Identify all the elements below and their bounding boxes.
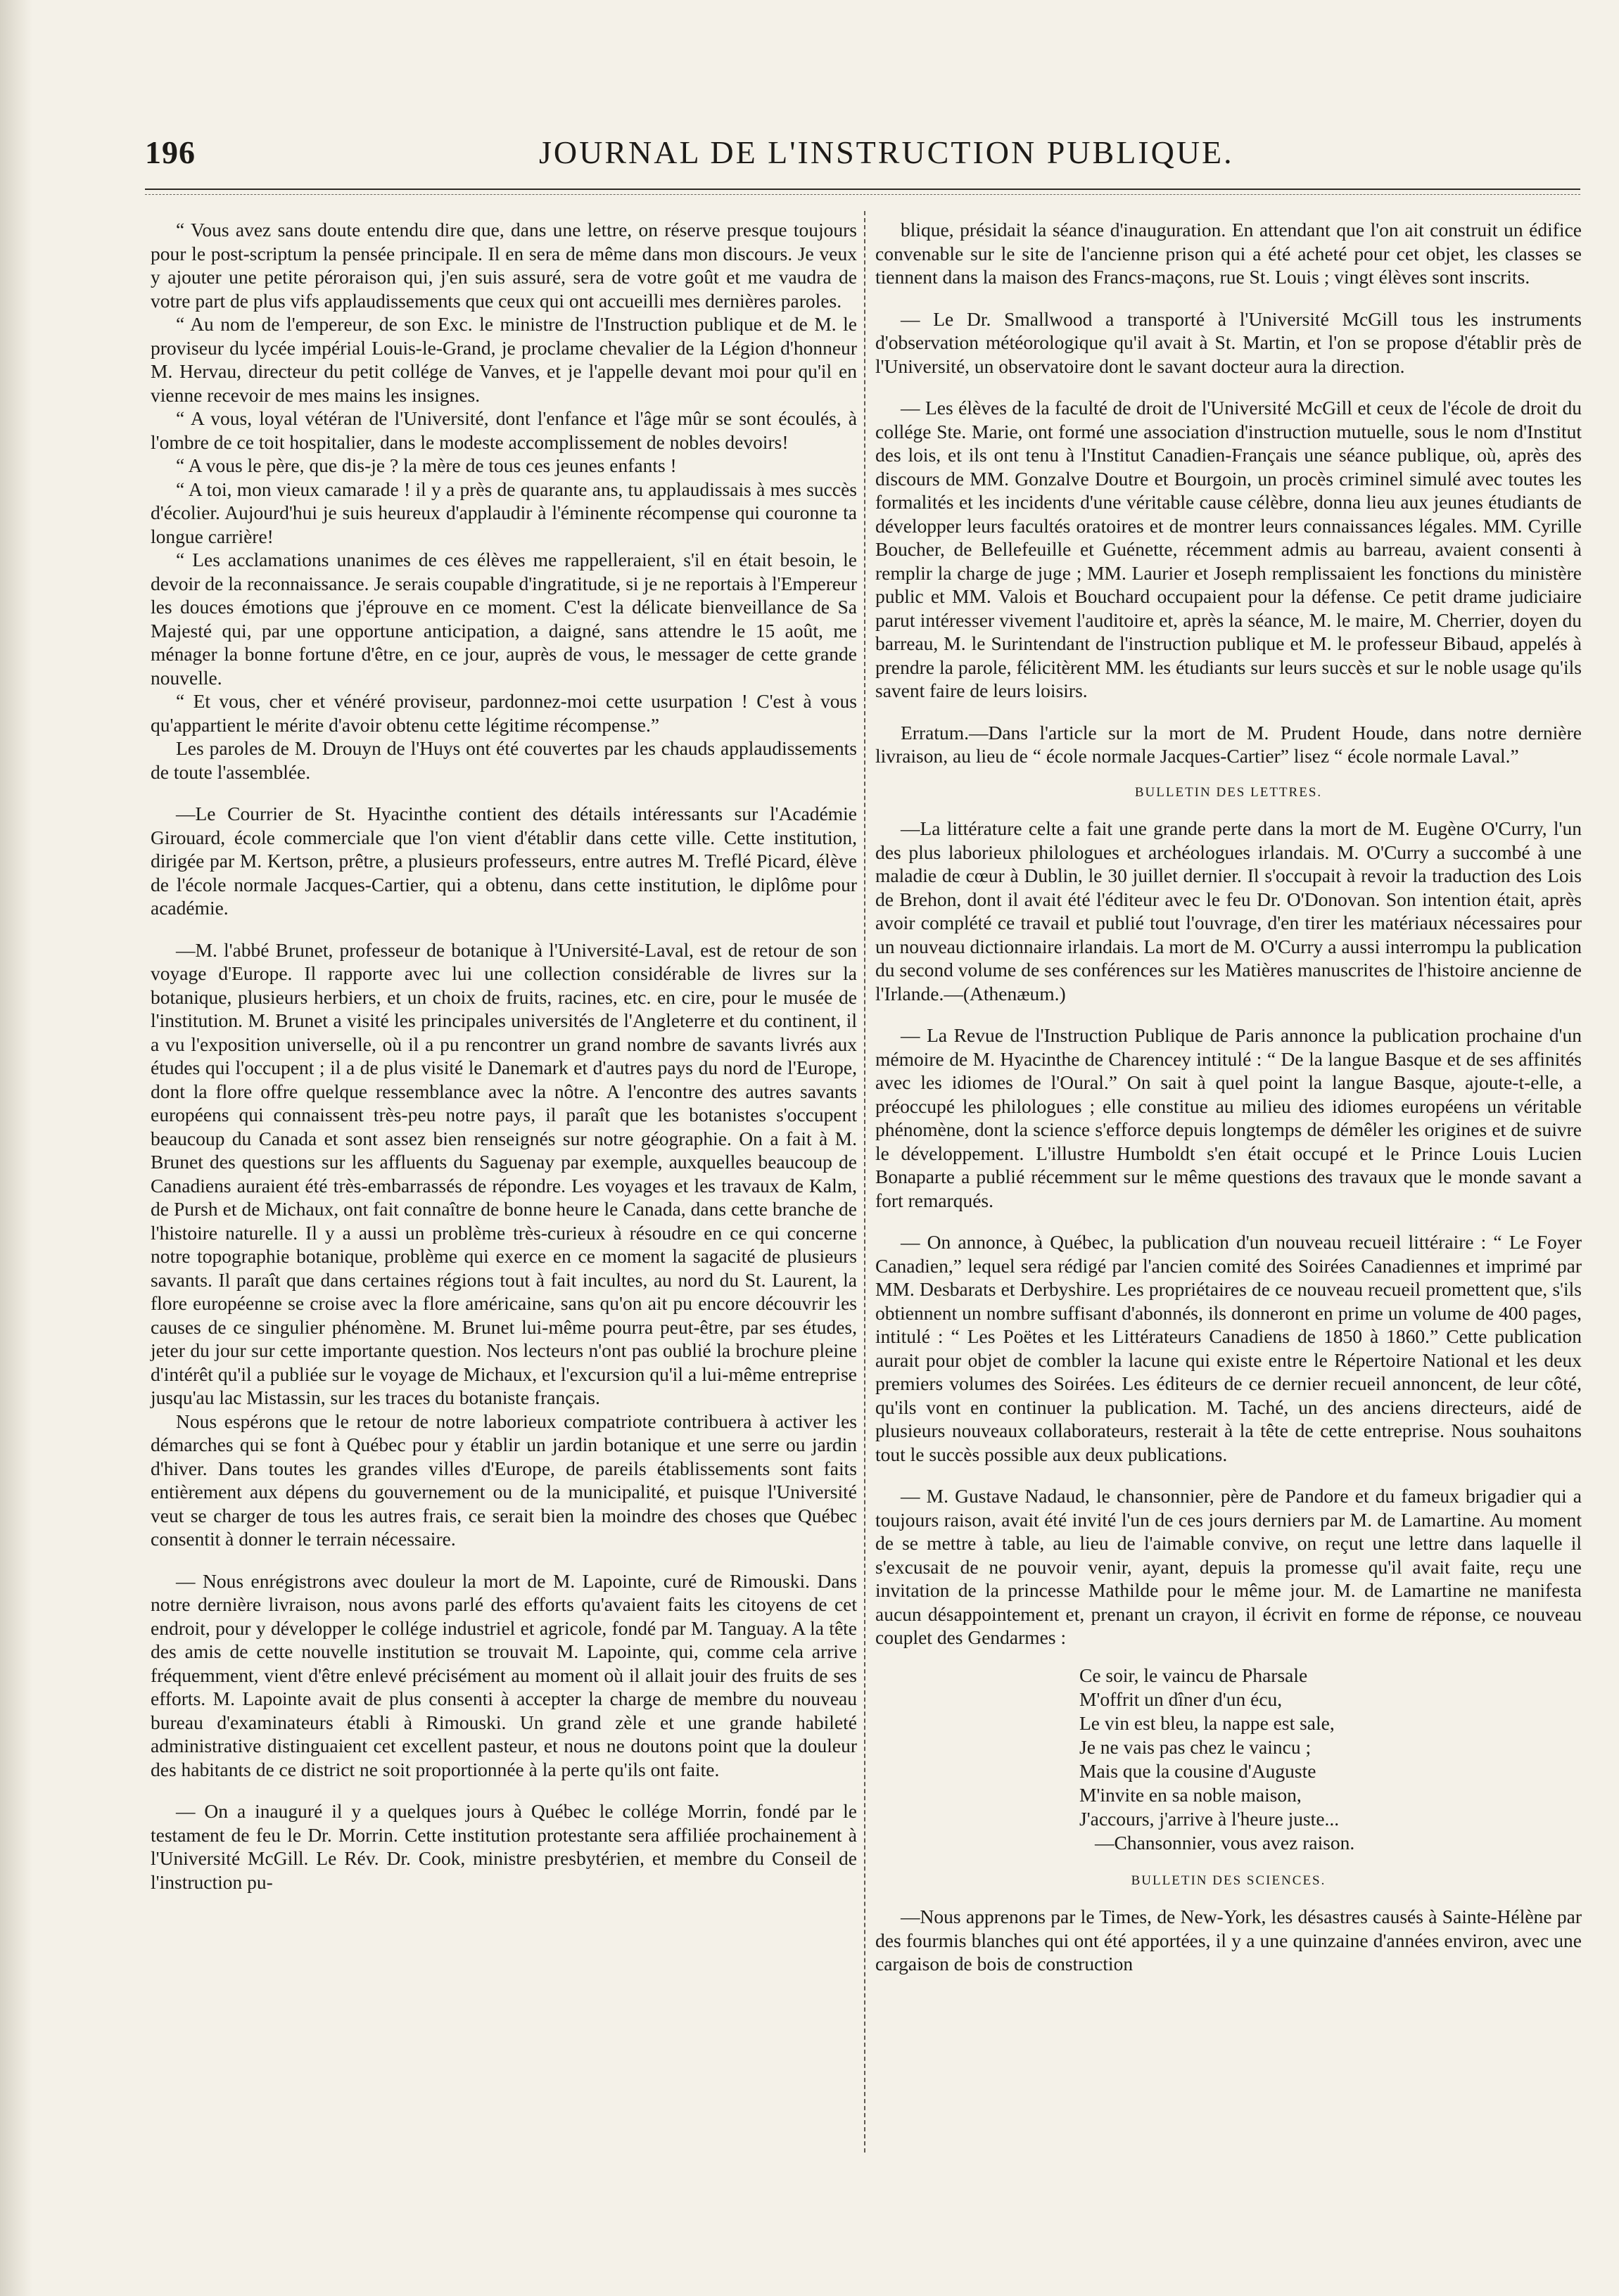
article-paragraph: “ Les acclamations unanimes de ces élèves me rappelleraient, s'il en était besoin, le devoir de la reconnaissance. Je serais coupable d'ingratitude, si je ne reportais à l'Empereur les douces émotions que j'éprouve en ce moment. C'est la délicate bienveillance de Sa Majesté qui, par une opportune anticipation, a daigné, sans attendre le 15 août, me ménager la bonne fortune d'être, en ce jour, auprès de vous, le messager de cette grande nouvelle.	[151, 549, 857, 689]
article-paragraph: “ A toi, mon vieux camarade ! il y a près de quarante ans, tu applaudissais à mes succès d'écolier. Aujourd'hui je suis heureux d'applaudir à l'éminente récompense qui couronne ta longue carrière!	[151, 478, 857, 547]
news-item: —M. l'abbé Brunet, professeur de botanique à l'Université-Laval, est de retour de son voyage d'Europe. Il rapporte avec lui une collection considérable de livres sur la botanique, plusieurs herbiers, et un choix de fruits, racines, etc. en cire, pour le musée de l'institution. M. Brunet a visité les principales universités de l'Angleterre et du continent, il a vu l'exposition universelle, où il a pu rencontrer un grand nombre de savants livrés aux études qui l'occupent ; il a de plus visité le Danemark et d'autres pays du nord de l'Europe, dont la flore offre quelque ressemblance avec la nôtre. A l'encontre des autres savants européens qui connaissent très-peu notre pays, il paraît que les botanistes s'occupent beaucoup du Canada et sont assez bien renseignés sur notre géographie. On a fait à M. Brunet des questions sur les affluents du Saguenay par exemple, auxquelles beaucoup de Canadiens auraient été très-embarrassés de répondre. Les voyages et les travaux de Kalm, de Pursh et de Michaux, ont fait connaître de bonne heure le Canada, dans cette branche de l'histoire naturelle. Il y a aussi un problème très-curieux à résoudre en ce qui concerne notre topographie botanique, problème qui exerce en ce moment la sagacité de plusieurs savants. Il paraît que dans certaines régions tout à fait incultes, au nord du St. Laurent, la flore européenne se croise avec la flore américaine, sans qu'on ait pu encore découvrir les causes de ce singulier phénomène. M. Brunet lui-même pourra peut-être, par ses études, jeter du jour sur cette importante question. Nos lecteurs n'ont pas oublié la brochure pleine d'intérêt qu'il a publiée sur le voyage de Michaux, et l'excursion qu'il a lui-même entreprise jusqu'au lac Mistassin, sur les traces du botaniste français.	[151, 938, 857, 1408]
page-header	[145, 134, 1580, 176]
left-column	[151, 218, 857, 1894]
article-paragraph: Nous espérons que le retour de notre laborieux compatriote contribuera à activer les démarches qui se font à Québec pour y établir un jardin botanique et une serre ou jardin d'hiver. Dans toutes les grandes villes d'Europe, de pareils établissements sont faits entièrement aux dépens du gouvernement ou de la municipalité, et puisque l'Université veut se charger de tous les autres frais, ce serait bien la moindre des choses que Québec consentit à donner le terrain nécessaire.	[151, 1410, 857, 1550]
article-paragraph: blique, présidait la séance d'inauguration. En attendant que l'on ait construit un édifice convenable sur le site de l'ancienne prison qui a été acheté pour cet objet, les classes se tiennent dans la maison des Francs-maçons, rue St. Louis ; vingt élèves sont inscrits.	[875, 219, 1582, 288]
news-item: —Nous apprenons par le Times, de New-York, les désastres causés à Sainte-Hélène par des fourmis blanches qui ont été apportées, il y a une quinzaine d'années environ, avec une cargaison de bois de construction	[875, 1906, 1582, 1975]
poem-line: J'accours, j'arrive à l'heure juste...	[1079, 1807, 1340, 1830]
header-rule-dashed	[145, 194, 1580, 195]
poem-verse	[1079, 1664, 1582, 1855]
section-heading-lettres: BULLETIN DES LETTRES.	[1134, 784, 1323, 800]
poem-line: M'offrit un dîner d'un écu,	[1079, 1688, 1283, 1710]
news-item: — Le Dr. Smallwood a transporté à l'Université McGill tous les instruments d'observation météorologique qu'il avait à St. Martin, et l'on se propose d'établir près de l'Université, un observatoire dont le savant docteur aura la direction.	[875, 307, 1582, 377]
page-gutter-edge	[0, 0, 32, 2296]
article-paragraph: “ A vous le père, que dis-je ? la mère de tous ces jeunes enfants !	[176, 454, 677, 476]
news-item: —Le Courrier de St. Hyacinthe contient des détails intéressants sur l'Académie Girouard, école commerciale que l'on vient d'établir dans cette ville. Cette institution, dirigée par M. Kertson, prêtre, a plusieurs professeurs, entre autres M. Treflé Picard, élève de l'école normale Jacques-Cartier, qui a obtenu, dans cette institution, le diplôme pour académie.	[151, 803, 857, 919]
news-item: —La littérature celte a fait une grande perte dans la mort de M. Eugène O'Curry, l'un des plus laborieux philologues et archéologues irlandais. M. O'Curry a succombé à une maladie de cœur à Dublin, le 30 juillet dernier. Il s'occupait à revoir la traduction des Lois de Brehon, dont il avait été l'éditeur avec le feu Dr. O'Donovan. Son intention était, après avoir complété ce travail et publié tout l'ouvrage, d'en tirer les matériaux nécessaires pour un nouveau dictionnaire irlandais. La mort de M. O'Curry a aussi interrompu la publication du second volume de ses conférences sur les Matières manuscrites de l'histoire ancienne de l'Irlande.—(Athenæum.)	[875, 817, 1582, 1005]
poem-line: —Chansonnier, vous avez raison.	[1095, 1831, 1355, 1854]
article-paragraph: “ Vous avez sans doute entendu dire que, dans une lettre, on réserve presque toujours pour le post-scriptum la pensée principale. Il en sera de même dans mon discours. Je veux y ajouter une petite péroraison qui, j'en suis assuré, sera de votre goût et me vaudra de votre part de plus vifs applaudissements que ceux qui ont accueilli mes dernières paroles.	[151, 219, 857, 312]
poem-line: Le vin est bleu, la nappe est sale,	[1079, 1711, 1335, 1734]
news-item: — La Revue de l'Instruction Publique de Paris annonce la publication prochaine d'un mémoire de M. Hyacinthe de Charencey intitulé : “ De la langue Basque et de ses affinités avec les idiomes de l'Oural.” On sait à quel point la langue Basque, ajoute-t-elle, a préoccupé les philologues ; elle constitue au milieu des idiomes européens un véritable phénomène, dont la science s'efforce depuis longtemps de démêler les origines et de suivre le développement. L'illustre Humboldt s'en était occupé et le Prince Louis Lucien Bonaparte a publié récemment sur le même questions des travaux que le monde savant a fort remarqués.	[875, 1024, 1582, 1211]
poem-line: Je ne vais pas chez le vaincu ;	[1079, 1735, 1312, 1758]
poem-line: Ce soir, le vaincu de Pharsale	[1079, 1664, 1308, 1686]
poem-line: M'invite en sa noble maison,	[1079, 1783, 1302, 1806]
article-paragraph: “ Et vous, cher et vénéré proviseur, pardonnez-moi cette usurpation ! C'est à vous qu'appartient le mérite d'avoir obtenu cette légitime récompense.”	[151, 690, 857, 736]
page-number: 196	[145, 134, 196, 170]
column-divider	[864, 211, 865, 2152]
header-rule	[145, 189, 1580, 190]
news-item: — Les élèves de la faculté de droit de l'Université McGill et ceux de l'école de droit du collége Ste. Marie, ont formé une association d'instruction mutuelle, sous le nom d'Institut des lois, et ils ont tenu à l'Institut Canadien-Français une séance publique, où, après des discours de MM. Gonzalve Doutre et Bourgoin, un procès criminel simulé avec toutes les formalités et les incidents d'une véritable cause célèbre, donna lieu aux jeunes étudiants de développer leurs facultés oratoires et de montrer leurs connaissances légales. MM. Cyrille Boucher, de Bellefeuille et Guénette, récemment admis au barreau, avaient consenti à remplir la charge de juge ; MM. Laurier et Joseph remplissaient les fonctions du ministère public et MM. Valois et Bouchard occupaient pour la défense. Ce petit drame judiciaire parut intéresser vivement l'auditoire et, après la séance, M. le maire, M. Cherrier, doyen du barreau, M. le Surintendant de l'instruction publique et M. le professeur Bibaud, appelés à prendre la parole, félicitèrent MM. les étudiants sur leurs succès et sur le noble usage qu'ils savent faire de leurs loisirs.	[875, 397, 1582, 701]
journal-title: JOURNAL DE L'INSTRUCTION PUBLIQUE.	[539, 134, 1234, 170]
section-heading-sciences: BULLETIN DES SCIENCES.	[1131, 1873, 1326, 1888]
poem-line: Mais que la cousine d'Auguste	[1079, 1759, 1316, 1782]
news-item: — On annonce, à Québec, la publication d'un nouveau recueil littéraire : “ Le Foyer Canadien,” lequel sera rédigé par l'ancien comité des Soirées Canadiennes et imprimé par MM. Desbarats et Derbyshire. Les propriétaires de ce nouveau recueil promettent que, s'ils obtiennent un nombre suffisant d'abonnés, ils donneront en prime un volume de 400 pages, intitulé : “ Les Poëtes et les Littérateurs Canadiens de 1850 à 1860.” Cette publication aurait pour objet de combler la lacune qui existe entre le Répertoire National et les deux premiers volumes des Soirées. Les éditeurs de ce dernier recueil annoncent, de leur côté, qu'ils vont en continuer la publication. M. Taché, un des anciens directeurs, aidé de plusieurs nouveaux collaborateurs, resterait à la tête de cette entreprise. Nous souhaitons tout le succès possible aux deux publications.	[875, 1231, 1582, 1465]
news-item: — M. Gustave Nadaud, le chansonnier, père de Pandore et du fameux brigadier qui a toujours raison, avait été invité l'un de ces jours derniers par M. de Lamartine. Au moment de se mettre à table, au lieu de l'aimable convive, on reçut une lettre dans laquelle il s'excusait de ne pouvoir venir, ayant, depuis la promesse qu'il avait faite, reçu une invitation de la princesse Mathilde pour le même jour. M. de Lamartine ne manifesta aucun désappointement et, prenant un crayon, il écrivit en forme de réponse, ce nouveau couplet des Gendarmes :	[875, 1485, 1582, 1648]
right-column	[875, 218, 1582, 1976]
article-paragraph: “ Au nom de l'empereur, de son Exc. le ministre de l'Instruction publique et de M. le proviseur du lycée impérial Louis-le-Grand, je proclame chevalier de la Légion d'honneur M. Hervau, directeur du petit collége de Vanves, et je l'appelle devant moi pour qu'il en vienne recevoir de mes mains les insignes.	[151, 313, 857, 406]
erratum-note: Erratum.—Dans l'article sur la mort de M. Prudent Houde, dans notre dernière livraison, au lieu de “ école normale Jacques-Cartier” lisez “ école normale Laval.”	[875, 721, 1582, 767]
news-item: — On a inauguré il y a quelques jours à Québec le collége Morrin, fondé par le testament de feu le Dr. Morrin. Cette institution protestante sera affiliée prochainement à l'Université McGill. Le Rév. Dr. Cook, ministre presbytérien, et membre du Conseil de l'instruction pu-	[151, 1800, 857, 1893]
news-item: — Nous enrégistrons avec douleur la mort de M. Lapointe, curé de Rimouski. Dans notre dernière livraison, nous avons parlé des efforts qu'avaient faits les citoyens de cet endroit, pour y développer le collége industriel et agricole, fondé par M. Tanguay. A la tête des amis de cette nouvelle institution se trouvait M. Lapointe, qui, comme cela arrive fréquemment, vient d'être enlevé précisément au moment où il allait jouir des fruits de ses efforts. M. Lapointe avait de plus consenti à accepter la charge de membre du nouveau bureau d'examinateurs établi à Rimouski. Un grand zèle et une grande habileté administrative distinguaient cet excellent pasteur, et nous ne doutons point que la douleur des habitants de ce district ne soit proportionnée à la perte qu'ils ont faite.	[151, 1569, 857, 1780]
article-paragraph: Les paroles de M. Drouyn de l'Huys ont été couvertes par les chauds applaudissements de toute l'assemblée.	[151, 737, 857, 783]
article-paragraph: “ A vous, loyal vétéran de l'Université, dont l'enfance et l'âge mûr se sont écoulés, à l'ombre de ce toit hospitalier, dans le modeste accomplissement de nobles devoirs!	[151, 407, 857, 453]
